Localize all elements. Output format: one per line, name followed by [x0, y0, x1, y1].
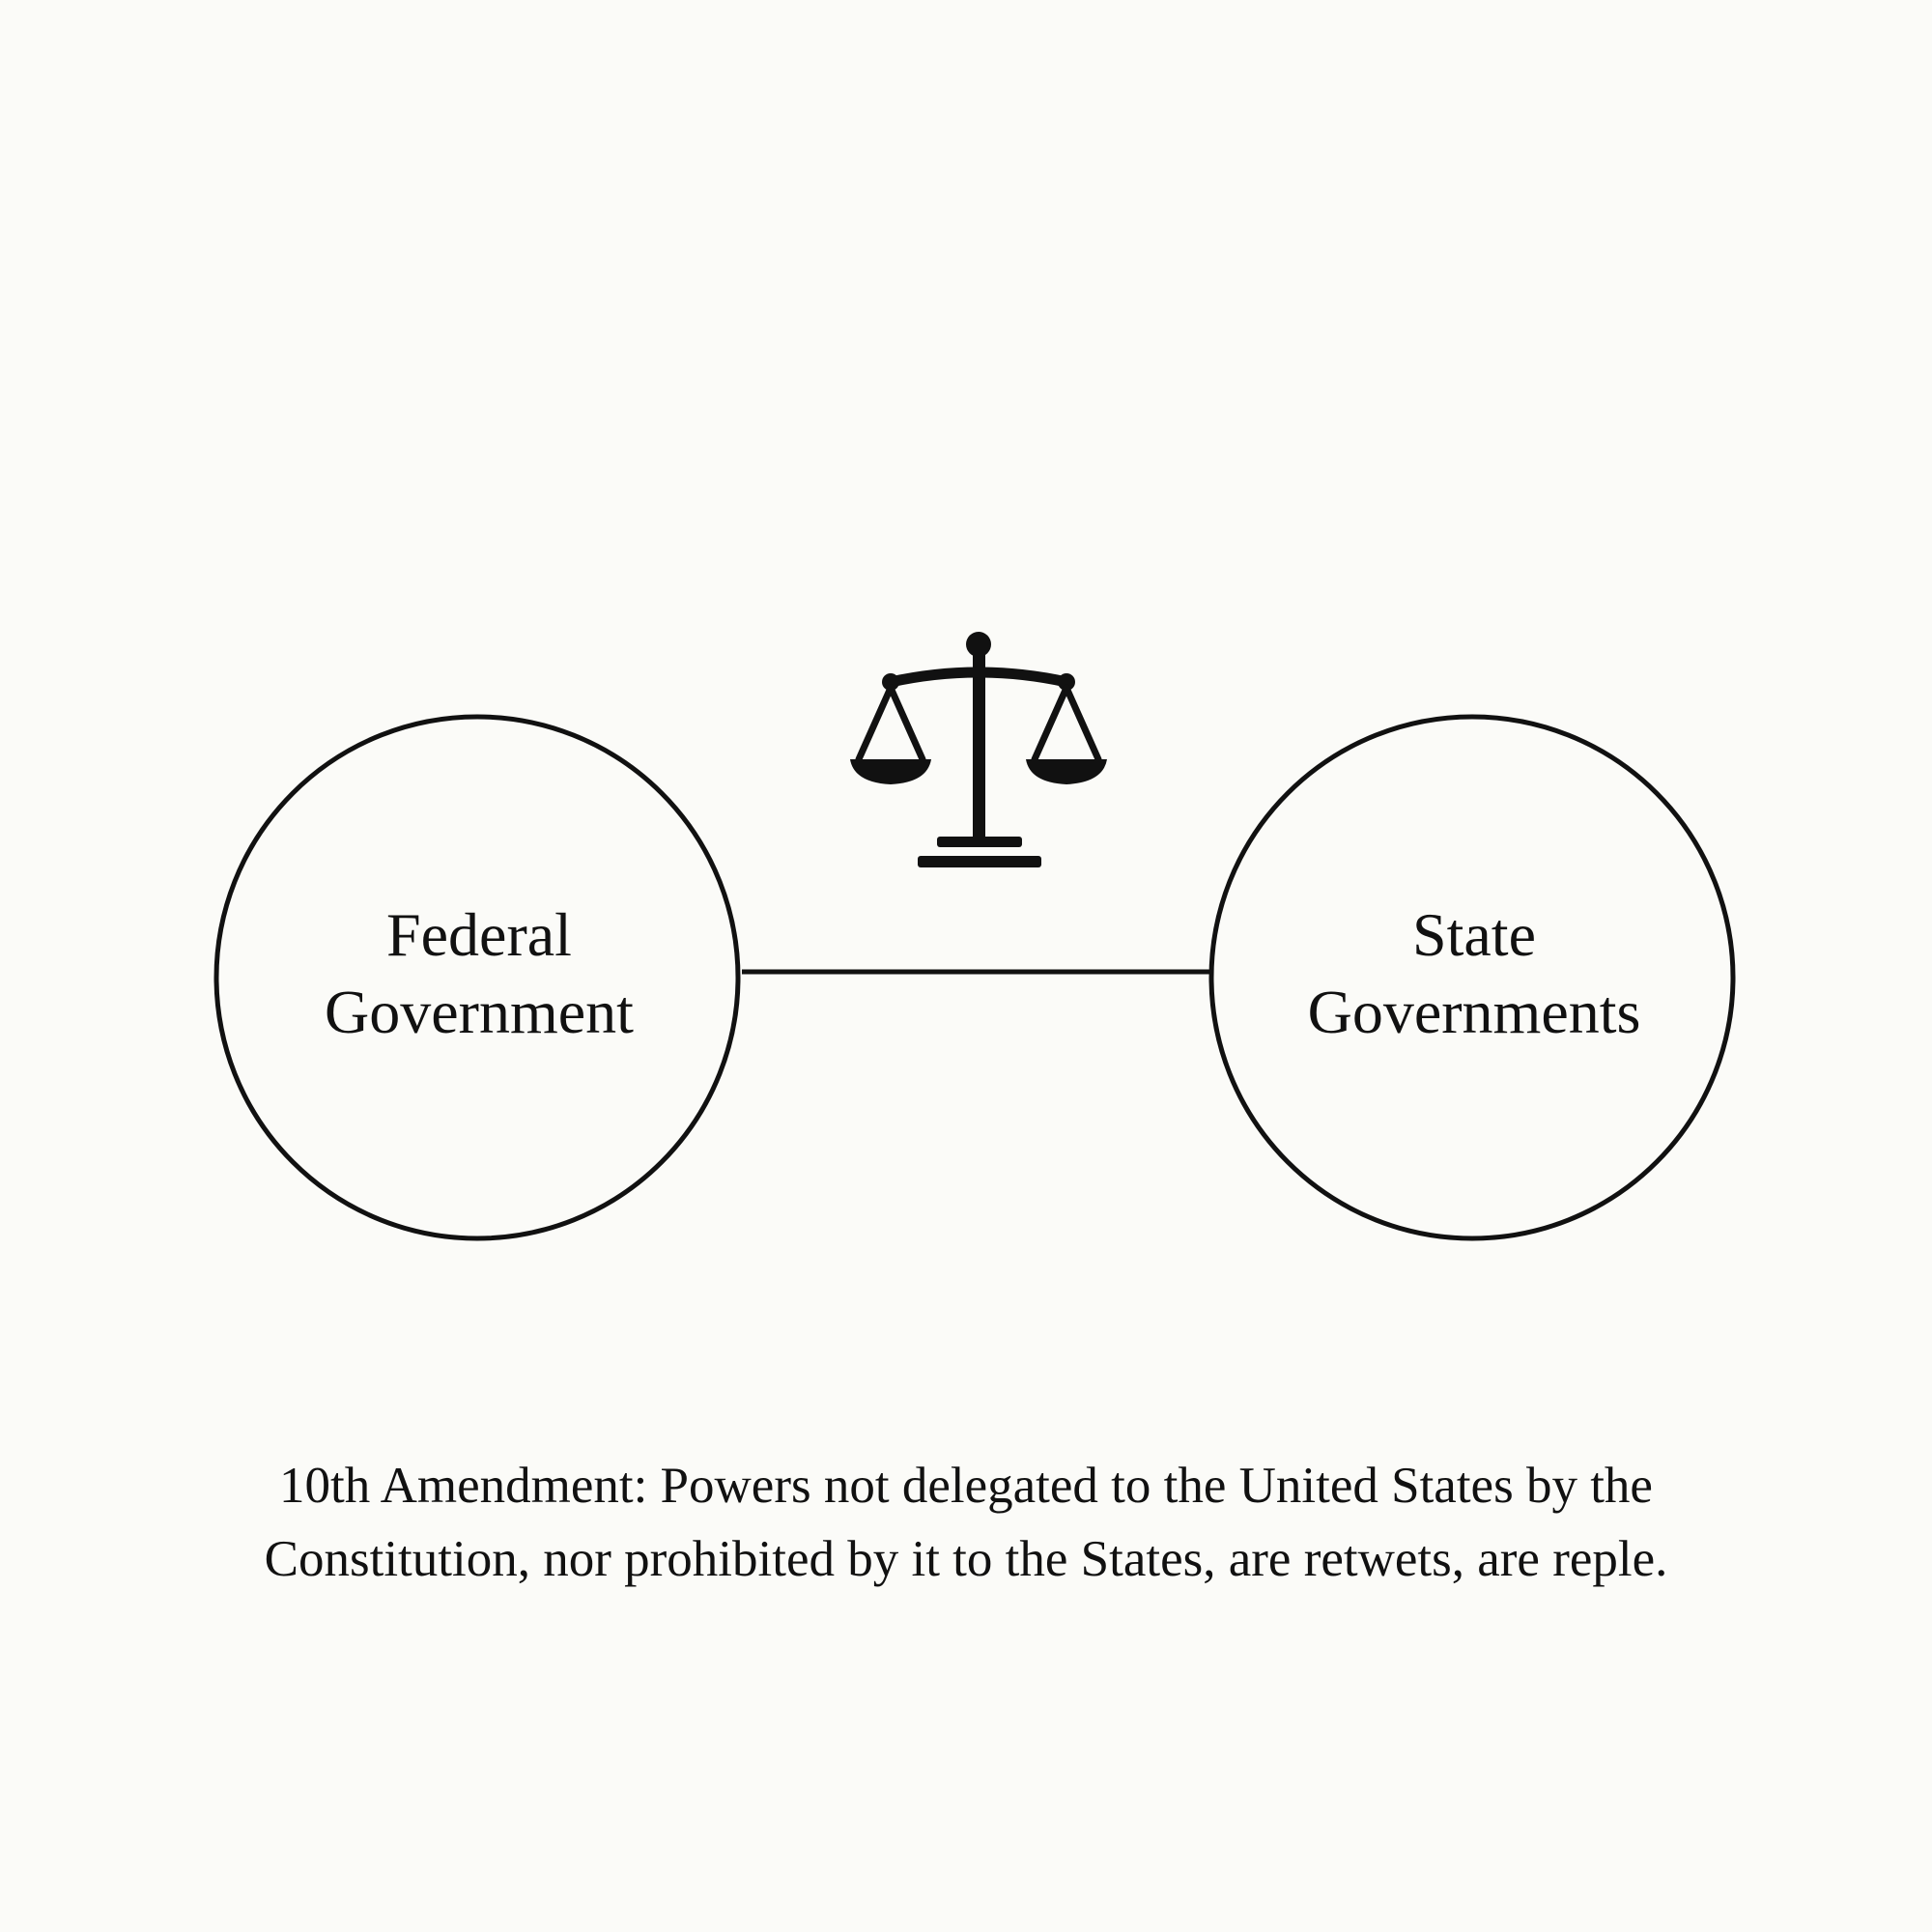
state-label-line2: Governments	[1307, 978, 1641, 1046]
caption-line2: Constitution, nor prohibited by it to the States, are retwets, are reple.	[264, 1531, 1668, 1587]
federal-label-line2: Government	[325, 978, 634, 1046]
federal-government-label	[257, 896, 701, 1051]
amendment-caption	[155, 1449, 1777, 1596]
caption-line1: 10th Amendment: Powers not delegated to the United States by the	[279, 1458, 1653, 1514]
federal-label-line1: Federal	[386, 900, 572, 969]
state-label-line1: State	[1412, 900, 1536, 969]
state-governments-label	[1252, 896, 1696, 1051]
scales-of-justice-icon	[850, 632, 1107, 867]
